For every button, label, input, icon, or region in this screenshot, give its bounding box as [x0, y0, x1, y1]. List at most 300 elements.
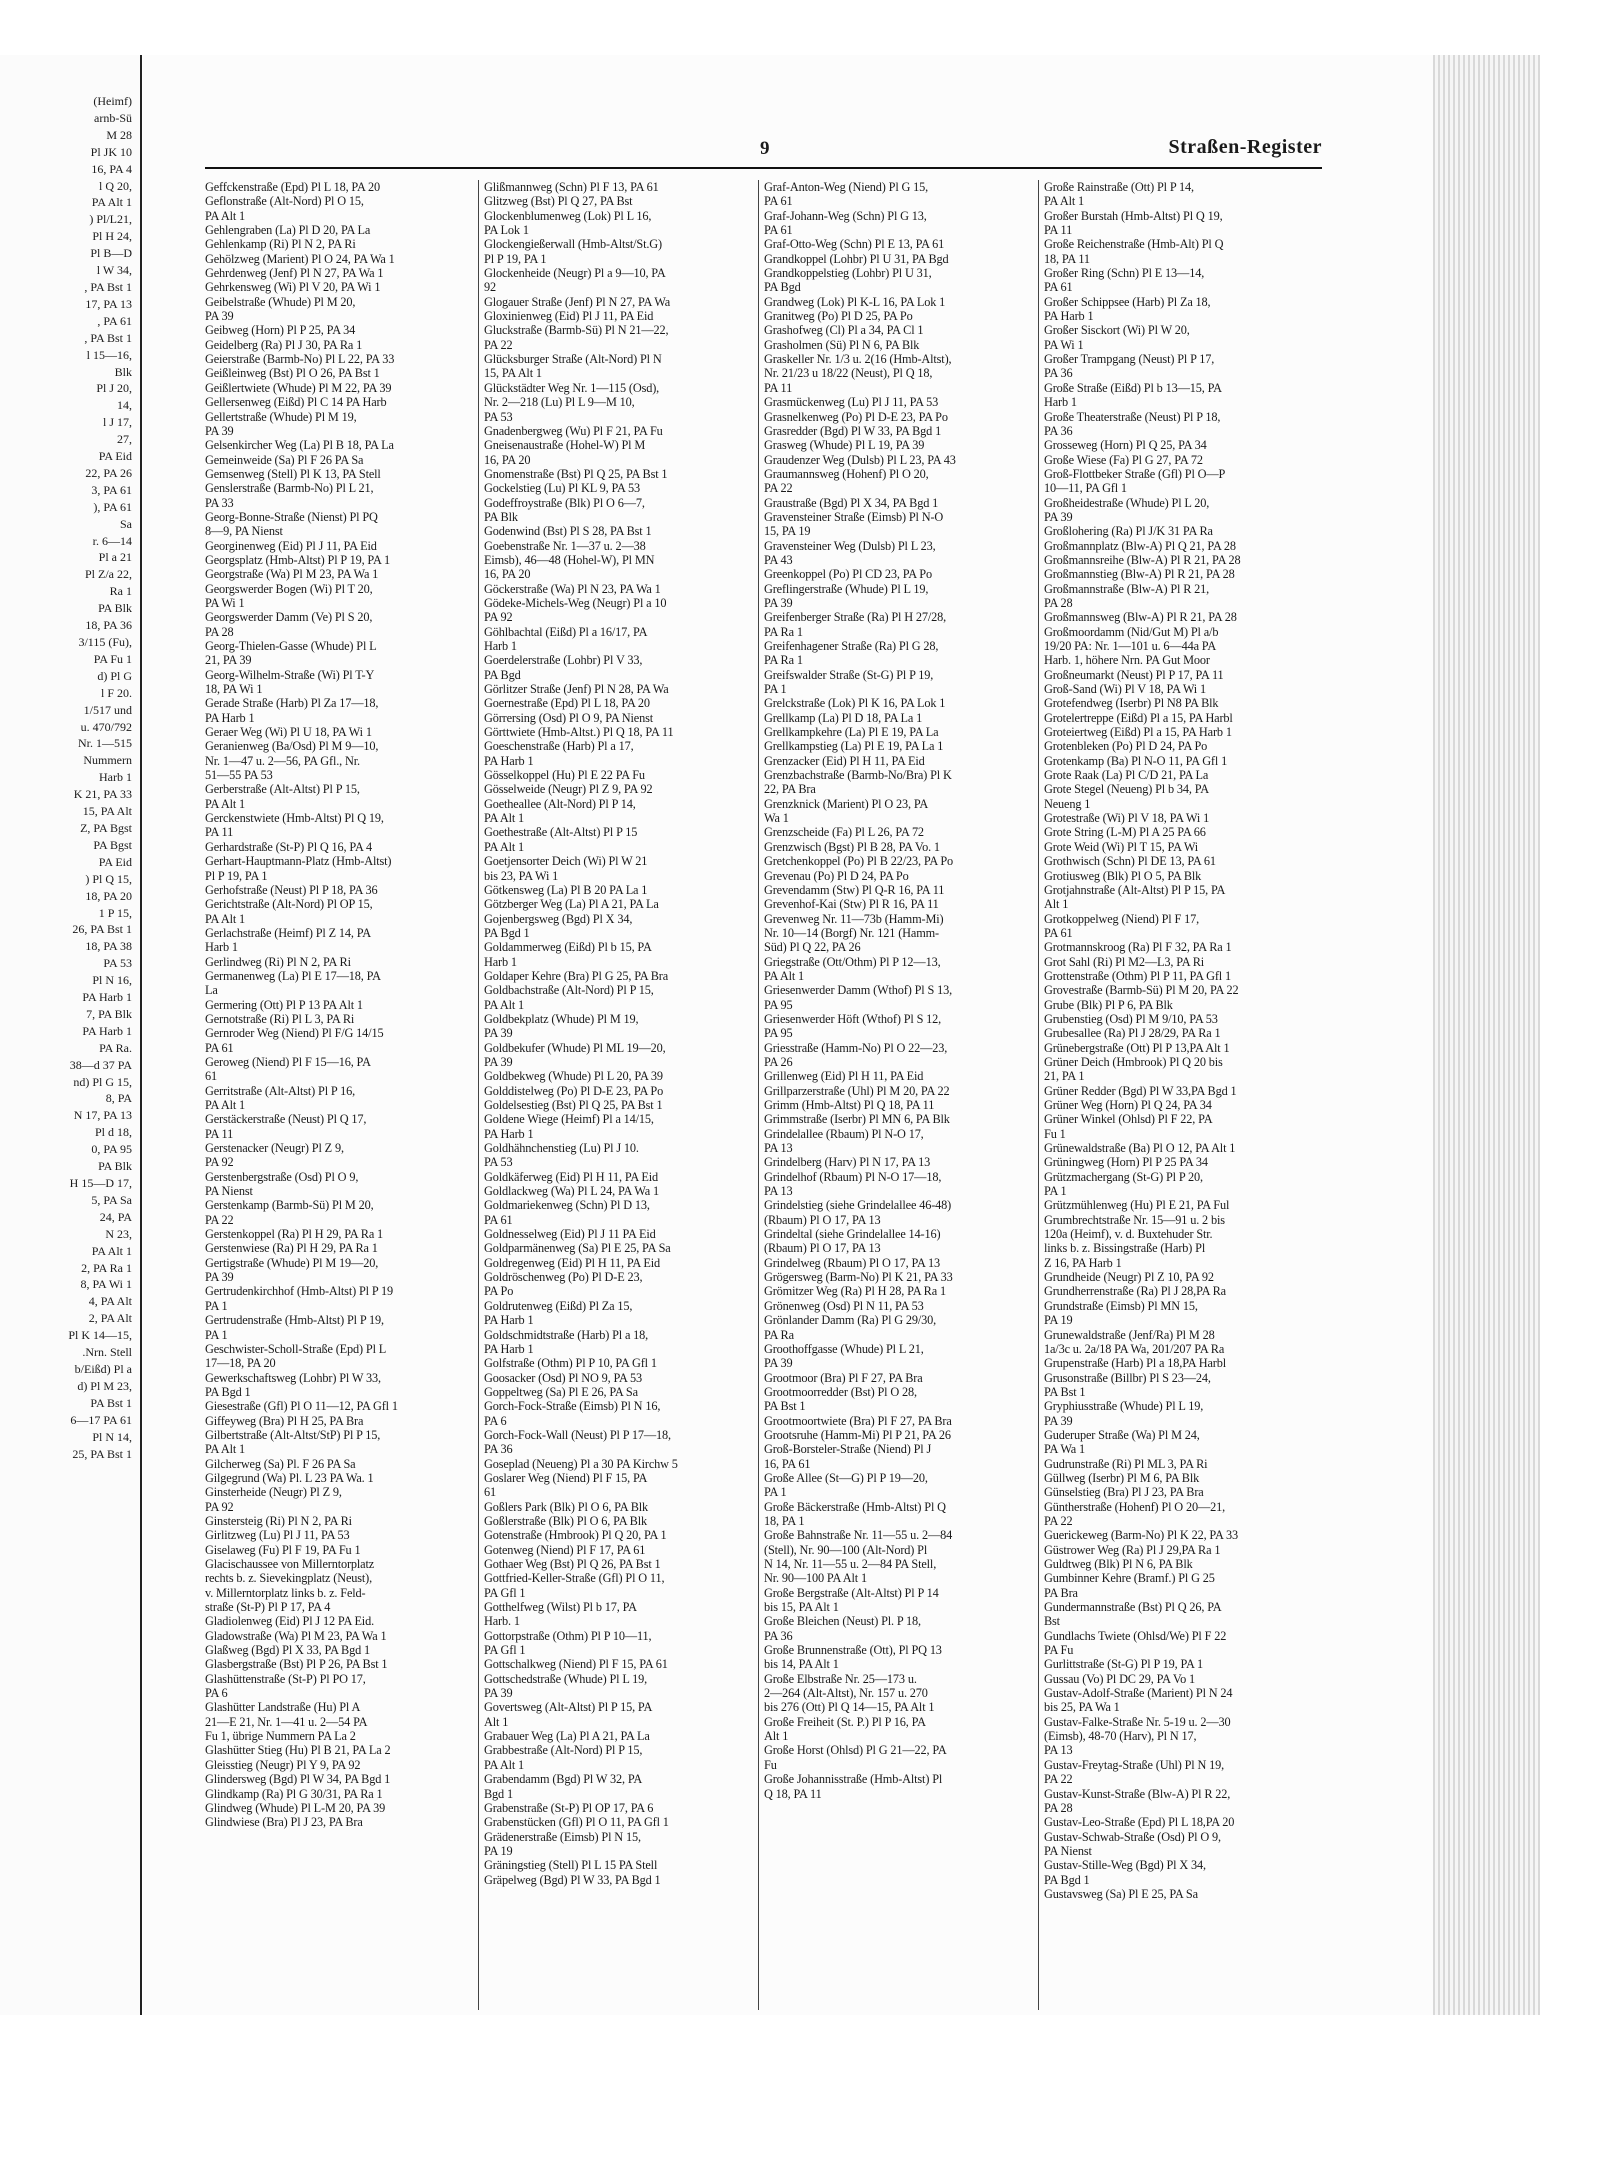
street-entry: Gösselweide (Neugr) Pl Z 9, PA 92 — [484, 782, 653, 797]
street-entry: Greenkoppel (Po) Pl CD 23, PA Po — [764, 567, 932, 582]
street-entry: 15, PA Alt 1 — [484, 366, 542, 381]
street-entry: PA Harb 1 — [484, 1341, 534, 1356]
street-entry: Gustav-Freytag-Straße (Uhl) Pl N 19, — [1044, 1757, 1225, 1772]
facing-page-line: PA Ra. — [99, 1040, 132, 1055]
street-entry: Gockelstieg (Lu) Pl KL 9, PA 53 — [484, 481, 641, 496]
street-entry: Große Reichenstraße (Hmb-Alt) Pl Q — [1044, 237, 1224, 252]
street-entry: PA 61 — [205, 1040, 234, 1055]
street-entry: Glasbergstraße (Bst) Pl P 26, PA Bst 1 — [205, 1657, 388, 1672]
street-entry: PA Harb 1 — [484, 753, 534, 768]
street-entry: Geschwister-Scholl-Straße (Epd) Pl L — [205, 1341, 387, 1356]
street-entry: Grillenweg (Eid) Pl H 11, PA Eid — [764, 1069, 924, 1084]
header-rule — [205, 167, 1322, 169]
street-column-3 — [764, 180, 1028, 2010]
street-entry: 22, PA Bra — [764, 782, 816, 797]
street-entry: Eimsb), 46—48 (Hohel-W), Pl MN — [484, 552, 655, 567]
street-entry: PA 39 — [1044, 1413, 1073, 1428]
street-entry: Glashütter Landstraße (Hu) Pl A — [205, 1700, 361, 1715]
street-entry: Golfstraße (Othm) Pl P 10, PA Gfl 1 — [484, 1356, 657, 1371]
street-entry: Grindelberg (Harv) Pl N 17, PA 13 — [764, 1155, 931, 1170]
street-entry: Große Allee (St—G) Pl P 19—20, — [764, 1470, 928, 1485]
street-entry: Glockengießerwall (Hmb-Altst/St.G) — [484, 237, 662, 252]
street-entry: Grünewaldstraße (Ba) Pl O 12, PA Alt 1 — [1044, 1141, 1236, 1156]
street-entry: Germering (Ott) Pl P 13 PA Alt 1 — [205, 997, 363, 1012]
street-entry: Glücksburger Straße (Alt-Nord) Pl N — [484, 352, 662, 367]
street-entry: PA Ra — [764, 1327, 794, 1342]
street-entry: Alt 1 — [484, 1714, 509, 1729]
facing-page-line: Pl a 21 — [98, 550, 132, 565]
facing-page-line: PA Blk — [98, 1159, 132, 1174]
street-entry: 16, PA 20 — [484, 452, 531, 467]
street-entry: Großer Trampgang (Neust) Pl P 17, — [1044, 352, 1215, 367]
street-entry: Großmannsweg (Blw-A) Pl R 21, PA 28 — [1044, 610, 1237, 625]
street-entry: PA 13 — [764, 1184, 793, 1199]
running-head: Straßen-Register — [1168, 136, 1322, 158]
street-entry: Gladowstraße (Wa) Pl M 23, PA Wa 1 — [205, 1628, 387, 1643]
facing-page-line: 1/517 und — [83, 702, 132, 717]
street-entry: PA Alt 1 — [205, 1098, 246, 1112]
street-entry: Goldparmänenweg (Sa) Pl E 25, PA Sa — [484, 1241, 671, 1256]
street-entry: Goßlerstraße (Blk) Pl O 6, PA Blk — [484, 1513, 647, 1528]
street-entry: PA Bgd 1 — [205, 1384, 251, 1399]
street-entry: PA 43 — [764, 552, 793, 567]
facing-page-line: 0, PA 95 — [91, 1142, 132, 1157]
street-entry: Grunewaldstraße (Jenf/Ra) Pl M 28 — [1044, 1327, 1215, 1342]
street-entry: Geibelstraße (Whude) Pl M 20, — [205, 294, 356, 309]
street-entry: PA Nienst — [205, 1184, 253, 1199]
facing-page-line: 2, PA Ra 1 — [81, 1260, 132, 1275]
street-entry: Glacischaussee von Millerntorplatz — [205, 1557, 375, 1571]
street-entry: Großer Burstah (Hmb-Altst) Pl Q 19, — [1044, 208, 1223, 223]
street-entry: Gumbinner Kehre (Bramf.) Pl G 25 — [1044, 1571, 1215, 1586]
street-entry: Grotmannskroog (Ra) Pl F 32, PA Ra 1 — [1044, 940, 1232, 955]
street-entry: PA Ra 1 — [764, 653, 803, 668]
street-entry: Grotenkamp (Ba) Pl N-O 11, PA Gfl 1 — [1044, 753, 1228, 768]
street-entry: Grindelhof (Rbaum) Pl N-O 17—18, — [764, 1169, 942, 1184]
facing-page-line: PA Blk — [98, 601, 132, 616]
facing-page-line: .Nrn. Stell — [82, 1345, 132, 1360]
facing-page-line: d) Pl G — [97, 668, 132, 683]
street-column-4 — [1044, 180, 1308, 2010]
street-entry: Goldelsestieg (Bst) Pl Q 25, PA Bst 1 — [484, 1098, 663, 1112]
street-entry: straße (St-P) Pl P 17, PA 4 — [205, 1600, 331, 1615]
street-entry: Große Rainstraße (Ott) Pl P 14, — [1044, 180, 1194, 194]
street-entry: Greflingerstraße (Whude) Pl L 19, — [764, 581, 929, 596]
facing-page-line: Harb 1 — [99, 770, 132, 785]
street-entry: Goldlackweg (Wa) Pl L 24, PA Wa 1 — [484, 1184, 659, 1199]
street-entry: Grasredder (Bgd) Pl W 33, PA Bgd 1 — [764, 423, 942, 438]
street-entry: Grupenstraße (Harb) Pl a 18,PA Harbl — [1044, 1356, 1226, 1371]
street-entry: PA Harb 1 — [484, 1313, 534, 1328]
street-entry: Gilgegrund (Wa) Pl. L 23 PA Wa. 1 — [205, 1470, 374, 1485]
street-entry: PA 26 — [764, 1054, 793, 1069]
street-entry: Gehlenkamp (Ri) Pl N 2, PA Ri — [205, 237, 356, 252]
street-entry: Gustavsweg (Sa) Pl E 25, PA Sa — [1044, 1886, 1198, 1901]
facing-page-line: 7, PA Blk — [86, 1006, 132, 1021]
street-entry: Großneumarkt (Neust) Pl P 17, PA 11 — [1044, 667, 1224, 682]
street-entry: Gravensteiner Weg (Dulsb) Pl L 23, — [764, 538, 936, 553]
street-entry: Greifenberger Straße (Ra) Pl H 27/28, — [764, 610, 947, 625]
street-entry: Gerlindweg (Ri) Pl N 2, PA Ri — [205, 954, 351, 969]
street-entry: Grimm (Hmb-Altst) Pl Q 18, PA 11 — [764, 1098, 935, 1112]
facing-page-line: 8, PA Wi 1 — [80, 1277, 132, 1292]
street-entry: Gerckenstwiete (Hmb-Altst) Pl Q 19, — [205, 811, 384, 826]
street-entry: PA 22 — [764, 481, 793, 496]
book-page-edges — [1433, 55, 1540, 2015]
street-entry: Grosseweg (Horn) Pl Q 25, PA 34 — [1044, 438, 1207, 453]
street-entry: Grevendamm (Stw) Pl Q-R 16, PA 11 — [764, 882, 945, 897]
street-entry: Große Horst (Ohlsd) Pl G 21—22, PA — [764, 1743, 947, 1758]
street-entry: bis 14, PA Alt 1 — [764, 1657, 839, 1672]
street-entry: PA Bgd 1 — [1044, 1872, 1090, 1887]
street-entry: Gluckstraße (Barmb-Sü) Pl N 21—22, — [484, 323, 669, 338]
facing-page-line: PA Alt 1 — [91, 195, 132, 210]
street-entry: Pl P 19, PA 1 — [484, 251, 547, 266]
facing-page-line: Pl Z/a 22, — [85, 567, 132, 582]
street-entry: Goebenstraße Nr. 1—37 u. 2—38 — [484, 538, 646, 553]
street-entry: PA Alt 1 — [205, 796, 246, 811]
street-entry: PA 28 — [1044, 595, 1073, 610]
street-entry: PA 6 — [205, 1686, 228, 1701]
street-entry: Goldnesselweg (Eid) Pl J 11 PA Eid — [484, 1227, 656, 1242]
street-entry: Glückstädter Weg Nr. 1—115 (Osd), — [484, 380, 660, 395]
street-entry: 1a/3c u. 2a/18 PA Wa, 201/207 PA Ra — [1044, 1341, 1225, 1356]
street-entry: PA 61 — [764, 223, 793, 238]
facing-page-line: 18, PA 38 — [85, 939, 132, 954]
street-entry: Griesenwerder Höft (Wthof) Pl S 12, — [764, 1011, 942, 1026]
street-entry: Grellkamp (La) Pl D 18, PA La 1 — [764, 710, 923, 725]
facing-page-line: Pl N 16, — [92, 973, 132, 988]
street-entry: Fu 1, übrige Nummern PA La 2 — [205, 1729, 356, 1744]
street-entry: Goethestraße (Alt-Altst) Pl P 15 — [484, 825, 638, 840]
column-divider — [478, 180, 479, 2010]
street-entry: Grotkoppelweg (Niend) Pl F 17, — [1044, 911, 1199, 926]
street-entry: Gorch-Fock-Straße (Eimsb) Pl N 16, — [484, 1399, 661, 1414]
street-entry: Güntherstraße (Hohenf) Pl O 20—21, — [1044, 1499, 1226, 1514]
bottom-margin — [0, 2015, 1600, 2177]
street-entry: Göckerstraße (Wa) Pl N 23, PA Wa 1 — [484, 581, 661, 596]
facing-page-line: 27, — [117, 432, 132, 447]
street-entry: Große Bergstraße (Alt-Altst) Pl P 14 — [764, 1585, 939, 1600]
street-entry: Großmannplatz (Blw-A) Pl Q 21, PA 28 — [1044, 538, 1236, 553]
street-entry: Gellersenweg (Eißd) Pl C 14 PA Harb — [205, 395, 387, 410]
street-entry: Harb 1 — [484, 639, 517, 653]
street-entry: Grädenerstraße (Eimsb) Pl N 15, — [484, 1829, 641, 1844]
street-entry: Gerhart-Hauptmann-Platz (Hmb-Altst) — [205, 854, 392, 869]
street-entry: Große Bleichen (Neust) Pl. P 18, — [764, 1614, 921, 1629]
street-entry: Grabendamm (Bgd) Pl W 32, PA — [484, 1772, 643, 1787]
street-entry: bis 23, PA Wi 1 — [484, 868, 559, 883]
street-entry: PA Alt 1 — [484, 839, 525, 854]
street-entry: PA 61 — [484, 1212, 513, 1227]
street-entry: Gerritstraße (Alt-Altst) Pl P 16, — [205, 1083, 355, 1098]
street-entry: PA 61 — [1044, 280, 1073, 295]
street-entry: Nr. 21/23 u 18/22 (Neust), Pl Q 18, — [764, 366, 933, 381]
facing-page-line: Pl K 14—15, — [68, 1328, 132, 1343]
street-entry: Q 18, PA 11 — [764, 1786, 822, 1801]
facing-page-line: , PA Bst 1 — [84, 279, 132, 294]
street-entry: Gladiolenweg (Eid) Pl J 12 PA Eid. — [205, 1614, 374, 1629]
street-entry: Gräpelweg (Bgd) Pl W 33, PA Bgd 1 — [484, 1872, 661, 1887]
facing-page-line: , PA Bst 1 — [84, 330, 132, 345]
street-entry: Geißlertwiete (Whude) Pl M 22, PA 39 — [205, 380, 392, 395]
street-entry: Grundherrenstraße (Ra) Pl J 28,PA Ra — [1044, 1284, 1226, 1299]
street-entry: PA Nienst — [1044, 1843, 1092, 1858]
street-entry: Grabbestraße (Alt-Nord) Pl P 15, — [484, 1743, 643, 1758]
street-entry: bis 25, PA Wa 1 — [1044, 1700, 1120, 1715]
street-entry: 15, PA 19 — [764, 524, 811, 539]
street-entry: Gelsenkircher Weg (La) Pl B 18, PA La — [205, 438, 394, 453]
street-entry: PA 39 — [205, 423, 234, 438]
street-entry: Große Bahnstraße Nr. 11—55 u. 2—84 — [764, 1528, 953, 1543]
street-entry: Alt 1 — [1044, 897, 1069, 912]
street-entry: PA 53 — [484, 1155, 513, 1170]
street-entry: Groß-Flottbeker Straße (Gfl) Pl O—P — [1044, 466, 1226, 481]
street-entry: Gerstenkoppel (Ra) Pl H 29, PA Ra 1 — [205, 1227, 384, 1242]
street-entry: Gerichtstraße (Alt-Nord) Pl OP 15, — [205, 897, 373, 912]
street-entry: Grandkoppel (Lohbr) Pl U 31, PA Bgd — [764, 251, 949, 266]
street-entry: PA 22 — [484, 337, 513, 352]
street-entry: Grüner Winkel (Ohlsd) Pl F 22, PA — [1044, 1112, 1213, 1127]
street-entry: Graf-Otto-Weg (Schn) Pl E 13, PA 61 — [764, 237, 945, 252]
street-entry: Goldhähnchenstieg (Lu) Pl J 10. — [484, 1141, 639, 1156]
facing-page-line: PA Eid — [98, 854, 132, 869]
street-entry: PA Gfl 1 — [484, 1585, 526, 1600]
street-entry: 21, PA 39 — [205, 653, 252, 668]
facing-page-line: Pl H 24, — [92, 229, 132, 244]
street-entry: Grandkoppelstieg (Lohbr) Pl U 31, — [764, 266, 932, 281]
street-entry: Gretchenkoppel (Po) Pl B 22/23, PA Po — [764, 854, 954, 869]
street-entry: Gottschedstraße (Whude) Pl L 19, — [484, 1671, 648, 1686]
street-entry: Süd) Pl Q 22, PA 26 — [764, 940, 861, 955]
street-entry: Goldammerweg (Eißd) Pl b 15, PA — [484, 940, 652, 955]
street-entry: Grandweg (Lok) Pl K-L 16, PA Lok 1 — [764, 294, 946, 309]
facing-page-line: 14, — [117, 398, 132, 413]
street-entry: Golddistelweg (Po) Pl D-E 23, PA Po — [484, 1083, 664, 1098]
street-entry: Göhlbachtal (Eißd) Pl a 16/17, PA — [484, 624, 648, 639]
street-entry: Fu — [764, 1757, 777, 1772]
street-entry: 2—264 (Alt-Altst), Nr. 157 u. 270 — [764, 1686, 928, 1701]
street-entry: Gernroder Weg (Niend) Pl F/G 14/15 — [205, 1026, 384, 1041]
street-entry: Goetheallee (Alt-Nord) Pl P 14, — [484, 796, 636, 811]
street-entry: Grüner Weg (Horn) Pl Q 24, PA 34 — [1044, 1098, 1212, 1112]
street-entry: Güllweg (Iserbr) Pl M 6, PA Blk — [1044, 1470, 1200, 1485]
street-entry: Geidelberg (Ra) Pl J 30, PA Ra 1 — [205, 337, 363, 352]
street-entry: Grovestraße (Barmb-Sü) Pl M 20, PA 22 — [1044, 983, 1239, 998]
street-entry: Georginenweg (Eid) Pl J 11, PA Eid — [205, 538, 377, 553]
street-entry: PA 28 — [1044, 1800, 1073, 1815]
street-entry: Grönenweg (Osd) Pl N 11, PA 53 — [764, 1298, 924, 1313]
street-entry: Grindeltal (siehe Grindelallee 14-16) — [764, 1227, 941, 1242]
facing-page-line: Ra 1 — [109, 584, 132, 599]
street-entry: Groothoffgasse (Whude) Pl L 21, — [764, 1341, 924, 1356]
facing-page-line: 15, PA Alt — [82, 804, 132, 819]
street-entry: Goldbekweg (Whude) Pl L 20, PA 39 — [484, 1069, 663, 1084]
street-entry: Goßlers Park (Blk) Pl O 6, PA Blk — [484, 1499, 649, 1514]
street-entry: PA 39 — [205, 1270, 234, 1285]
street-entry: Glindkamp (Ra) Pl G 30/31, PA Ra 1 — [205, 1786, 383, 1801]
street-entry: Glindweg (Whude) Pl L-M 20, PA 39 — [205, 1800, 386, 1815]
street-entry: 51—55 PA 53 — [205, 768, 273, 783]
facing-page-line: Sa — [120, 516, 132, 531]
street-entry: Glaßweg (Bgd) Pl X 33, PA Bgd 1 — [205, 1643, 371, 1658]
street-entry: PA 39 — [484, 1686, 513, 1701]
street-entry: Grotestraße (Wi) Pl V 18, PA Wi 1 — [1044, 811, 1210, 826]
street-entry: Grot Sahl (Ri) Pl M2—L3, PA Ri — [1044, 954, 1205, 969]
street-entry: N 14, Nr. 11—55 u. 2—84 PA Stell, — [764, 1557, 937, 1571]
street-entry: PA 11 — [1044, 223, 1073, 238]
street-entry: Goosacker (Osd) Pl NO 9, PA 53 — [484, 1370, 642, 1385]
street-entry: PA 13 — [1044, 1743, 1073, 1758]
street-entry: Godenwind (Bst) Pl S 28, PA Bst 1 — [484, 524, 652, 539]
street-entry: 92 — [484, 280, 496, 295]
street-entry: Gerstäckerstraße (Neust) Pl Q 17, — [205, 1112, 367, 1127]
street-entry: PA Alt 1 — [484, 1757, 525, 1772]
street-entry: PA Bgd — [764, 280, 801, 295]
street-entry: PA 22 — [1044, 1513, 1073, 1528]
street-entry: Gräningstieg (Stell) Pl L 15 PA Stell — [484, 1858, 658, 1873]
street-entry: PA 39 — [205, 309, 234, 324]
street-entry: PA 1 — [764, 1485, 787, 1500]
street-entry: PA Fu — [1044, 1643, 1074, 1658]
street-entry: Grellkampstieg (La) Pl E 19, PA La 1 — [764, 739, 944, 754]
street-entry: Graudenzer Weg (Dulsb) Pl L 23, PA 43 — [764, 452, 956, 467]
street-entry: Guderuper Straße (Wa) Pl M 24, — [1044, 1427, 1200, 1442]
street-entry: Neueng 1 — [1044, 796, 1091, 811]
street-entry: Geroweg (Niend) Pl F 15—16, PA — [205, 1054, 371, 1069]
facing-page-line: 18, PA 36 — [85, 618, 132, 633]
street-entry: PA Harb 1 — [484, 1126, 534, 1141]
street-entry: Gernotstraße (Ri) Pl L 3, PA Ri — [205, 1011, 355, 1026]
facing-page-line: l W 34, — [96, 263, 132, 278]
street-entry: PA 28 — [205, 624, 234, 639]
street-entry: Grenzscheide (Fa) Pl L 26, PA 72 — [764, 825, 924, 840]
street-entry: Gehrdenweg (Jenf) Pl N 27, PA Wa 1 — [205, 266, 384, 281]
street-entry: Georgsplatz (Hmb-Altst) Pl P 19, PA 1 — [205, 552, 390, 567]
street-entry: Z 16, PA Harb 1 — [1044, 1255, 1122, 1270]
street-entry: Gotthelfweg (Wilst) Pl b 17, PA — [484, 1600, 637, 1615]
street-entry: Günselstieg (Bra) Pl J 23, PA Bra — [1044, 1485, 1204, 1500]
street-entry: Grubenstieg (Osd) Pl M 9/10, PA 53 — [1044, 1011, 1218, 1026]
street-entry: Gottorpstraße (Othm) Pl P 10—11, — [484, 1628, 652, 1643]
street-entry: Nr. 2—218 (Lu) Pl L 9—M 10, — [484, 395, 635, 410]
facing-page-line: 22, PA 26 — [85, 465, 132, 480]
street-entry: Goldbekplatz (Whude) Pl M 19, — [484, 1011, 639, 1026]
street-entry: Glitzweg (Bst) Pl Q 27, PA Bst — [484, 194, 633, 209]
street-entry: Gneisenaustraße (Hohel-W) Pl M — [484, 438, 646, 453]
street-entry: Gnomenstraße (Bst) Pl Q 25, PA Bst 1 — [484, 466, 668, 481]
street-entry: Grasweg (Whude) Pl L 19, PA 39 — [764, 438, 925, 453]
street-entry: Greifswalder Straße (St-G) Pl P 19, — [764, 667, 934, 682]
street-entry: PA Bra — [1044, 1585, 1078, 1600]
street-entry: Girlitzweg (Lu) Pl J 11, PA 53 — [205, 1528, 350, 1543]
street-entry: PA Ra 1 — [764, 624, 803, 639]
street-entry: Gundermannstraße (Bst) Pl Q 26, PA — [1044, 1600, 1222, 1615]
street-entry: Groteiertweg (Eißd) Pl a 15, PA Harb 1 — [1044, 725, 1232, 740]
street-entry: Grimmstraße (Iserbr) Pl MN 6, PA Blk — [764, 1112, 950, 1127]
facing-page-line: Pl J 20, — [96, 381, 132, 396]
facing-page-line: 26, PA Bst 1 — [72, 922, 132, 937]
street-entry: Genslerstraße (Barmb-No) Pl L 21, — [205, 481, 374, 496]
street-entry: Georgstraße (Wa) Pl M 23, PA Wa 1 — [205, 567, 379, 582]
street-entry: PA 11 — [205, 825, 234, 840]
street-entry: Goldbachstraße (Alt-Nord) Pl P 15, — [484, 983, 654, 998]
street-entry: PA Alt 1 — [484, 811, 525, 826]
facing-page-line: l J 17, — [102, 415, 132, 430]
street-entry: Georgswerder Damm (Ve) Pl S 20, — [205, 610, 373, 625]
facing-page-line: N 17, PA 13 — [73, 1108, 132, 1123]
street-entry: Grotiusweg (Blk) Pl O 5, PA Blk — [1044, 868, 1202, 883]
street-entry: Giselaweg (Fu) Pl F 19, PA Fu 1 — [205, 1542, 361, 1557]
facing-page-line: Pl N 14, — [92, 1429, 132, 1444]
street-entry: Großmannstraße (Blw-A) Pl R 21, — [1044, 581, 1210, 596]
street-entry: 61 — [205, 1069, 217, 1084]
facing-page-line: ), PA 61 — [93, 499, 132, 514]
street-entry: Gilcherweg (Sa) Pl. F 26 PA Sa — [205, 1456, 356, 1471]
page-number: 9 — [760, 138, 770, 159]
street-entry: Gerade Straße (Harb) Pl Za 17—18, — [205, 696, 379, 711]
street-entry: Gertrudenkirchhof (Hmb-Altst) Pl P 19 — [205, 1284, 393, 1299]
street-entry: Geierstraße (Barmb-No) Pl L 22, PA 33 — [205, 352, 395, 367]
facing-page-line: 18, PA 20 — [85, 888, 132, 903]
street-entry: Griesenwerder Damm (Wthof) Pl S 13, — [764, 983, 953, 998]
facing-page-line: PA Fu 1 — [93, 651, 132, 666]
street-entry: Großer Ring (Schn) Pl E 13—14, — [1044, 266, 1205, 281]
street-entry: Grindelweg (Rbaum) Pl O 17, PA 13 — [764, 1255, 940, 1270]
street-entry: Grindelstieg (siehe Grindelallee 46-48) — [764, 1198, 952, 1213]
facing-page-line: PA Harb 1 — [82, 1023, 132, 1038]
facing-page-line: 3/115 (Fu), — [78, 635, 132, 649]
street-entry: Gussau (Vo) Pl DC 29, PA Vo 1 — [1044, 1671, 1195, 1686]
street-entry: Gundlachs Twiete (Ohlsd/We) Pl F 22 — [1044, 1628, 1227, 1643]
street-entry: Gustav-Adolf-Straße (Marient) Pl N 24 — [1044, 1686, 1233, 1701]
street-entry: Gustav-Leo-Straße (Epd) Pl L 18,PA 20 — [1044, 1815, 1235, 1830]
street-entry: Görttwiete (Hmb-Altst.) Pl Q 18, PA 11 — [484, 725, 674, 740]
facing-page-line: ) Pl/L21, — [89, 212, 132, 227]
street-entry: Grubesallee (Ra) Pl J 28/29, PA Ra 1 — [1044, 1026, 1221, 1041]
street-entry: Goldschmidtstraße (Harb) Pl a 18, — [484, 1327, 649, 1342]
street-entry: Gertrudenstraße (Hmb-Altst) Pl P 19, — [205, 1313, 384, 1328]
street-entry: Große Freiheit (St. P.) Pl P 16, PA — [764, 1714, 926, 1729]
street-entry: Gustav-Kunst-Straße (Blw-A) Pl R 22, — [1044, 1786, 1231, 1801]
street-entry: 18, PA Wi 1 — [205, 682, 263, 697]
facing-page-line: l F 20. — [100, 685, 132, 700]
facing-page-line: d) Pl M 23, — [77, 1378, 132, 1393]
street-entry: PA Alt 1 — [764, 968, 805, 983]
street-entry: Große Theaterstraße (Neust) Pl P 18, — [1044, 409, 1221, 424]
street-entry: Grevenweg Nr. 11—73b (Hamm-Mi) — [764, 911, 944, 926]
street-entry: Godeffroystraße (Blk) Pl O 6—7, — [484, 495, 645, 510]
facing-page-line: PA Harb 1 — [82, 990, 132, 1005]
street-entry: Großmannstieg (Blw-A) Pl R 21, PA 28 — [1044, 567, 1235, 582]
street-entry: Ginstersteig (Ri) Pl N 2, PA Ri — [205, 1513, 352, 1528]
street-entry: PA Alt 1 — [205, 911, 246, 926]
facing-page-line: K 21, PA 33 — [73, 787, 132, 802]
street-entry: Glindersweg (Bgd) Pl W 34, PA Bgd 1 — [205, 1772, 391, 1787]
facing-page-line: PA 53 — [103, 956, 132, 971]
street-entry: Glashütter Stieg (Hu) Pl B 21, PA La 2 — [205, 1743, 391, 1758]
street-entry: PA Po — [484, 1284, 514, 1299]
street-column-1 — [205, 180, 469, 2010]
facing-page-line: 5, PA Sa — [91, 1192, 132, 1207]
facing-page-line: Pl B—D — [90, 246, 132, 261]
street-entry: Graustraße (Bgd) Pl X 34, PA Bgd 1 — [764, 495, 939, 510]
street-entry: Fu 1 — [1044, 1126, 1066, 1141]
street-entry: PA 39 — [764, 1356, 793, 1371]
street-entry: Goerdelerstraße (Lohbr) Pl V 33, — [484, 653, 643, 668]
street-entry: Grenzwisch (Bgst) Pl B 28, PA Vo. 1 — [764, 839, 940, 854]
street-entry: Große Straße (Eißd) Pl b 13—15, PA — [1044, 380, 1222, 395]
